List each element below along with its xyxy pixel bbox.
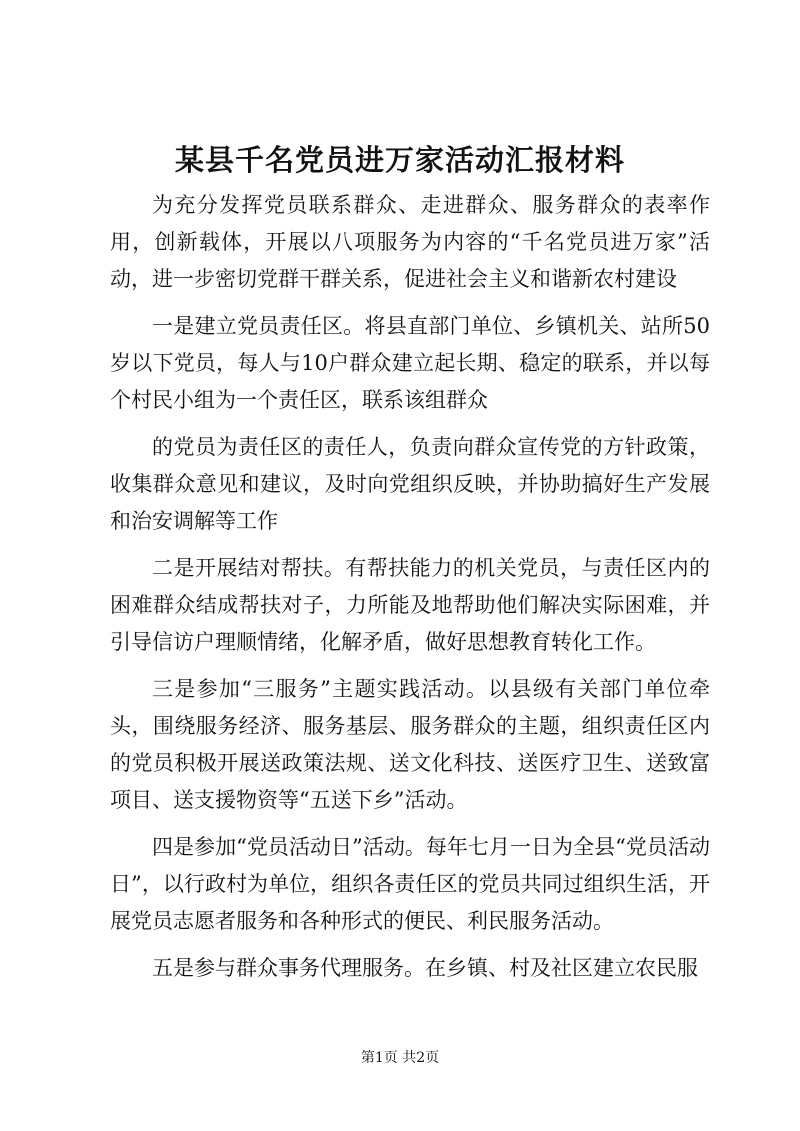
- paragraph-item-1: 一是建立党员责任区。将县直部门单位、乡镇机关、站所50岁以下党员，每人与10户群众建立起长期、稳定的联系，并以每个村民小组为一个责任区，联系该组群众: [110, 314, 710, 412]
- paragraph-item-1-continued: 的党员为责任区的责任人，负责向群众宣传党的方针政策，收集群众意见和建议，及时向党组织反映，并协助搞好生产发展和治安调解等工作: [110, 435, 710, 533]
- paragraph-item-5: 五是参与群众事务代理服务。在乡镇、村及社区建立农民服: [152, 956, 698, 980]
- document-body: [110, 187, 710, 997]
- paragraph-item-4: 四是参加“党员活动日”活动。每年七月一日为全县“党员活动日”，以行政村为单位，组织各责任区的党员共同过组织生活，开展党员志愿者服务和各种形式的便民、利民服务活动。: [110, 835, 710, 933]
- paragraph-item-2: 二是开展结对帮扶。有帮扶能力的机关党员，与责任区内的困难群众结成帮扶对子，力所能及地帮助他们解决实际困难，并引导信访户理顺情绪，化解矛盾，做好思想教育转化工作。: [110, 556, 710, 654]
- page-number-footer: 第1页 共2页: [360, 1050, 440, 1066]
- document-title: 某县千名党员进万家活动汇报材料: [174, 143, 625, 177]
- paragraph-item-3: 三是参加“三服务”主题实践活动。以县级有关部门单位牵头，围绕服务经济、服务基层、服务群众的主题，组织责任区内的党员积极开展送政策法规、送文化科技、送医疗卫生、送致富项目、送支援物资等“五送下乡”活动。: [110, 677, 710, 812]
- paragraph-intro: 为充分发挥党员联系群众、走进群众、服务群众的表率作用，创新载体，开展以八项服务为内容的“千名党员进万家”活动，进一步密切党群干群关系，促进社会主义和谐新农村建设: [110, 193, 710, 291]
